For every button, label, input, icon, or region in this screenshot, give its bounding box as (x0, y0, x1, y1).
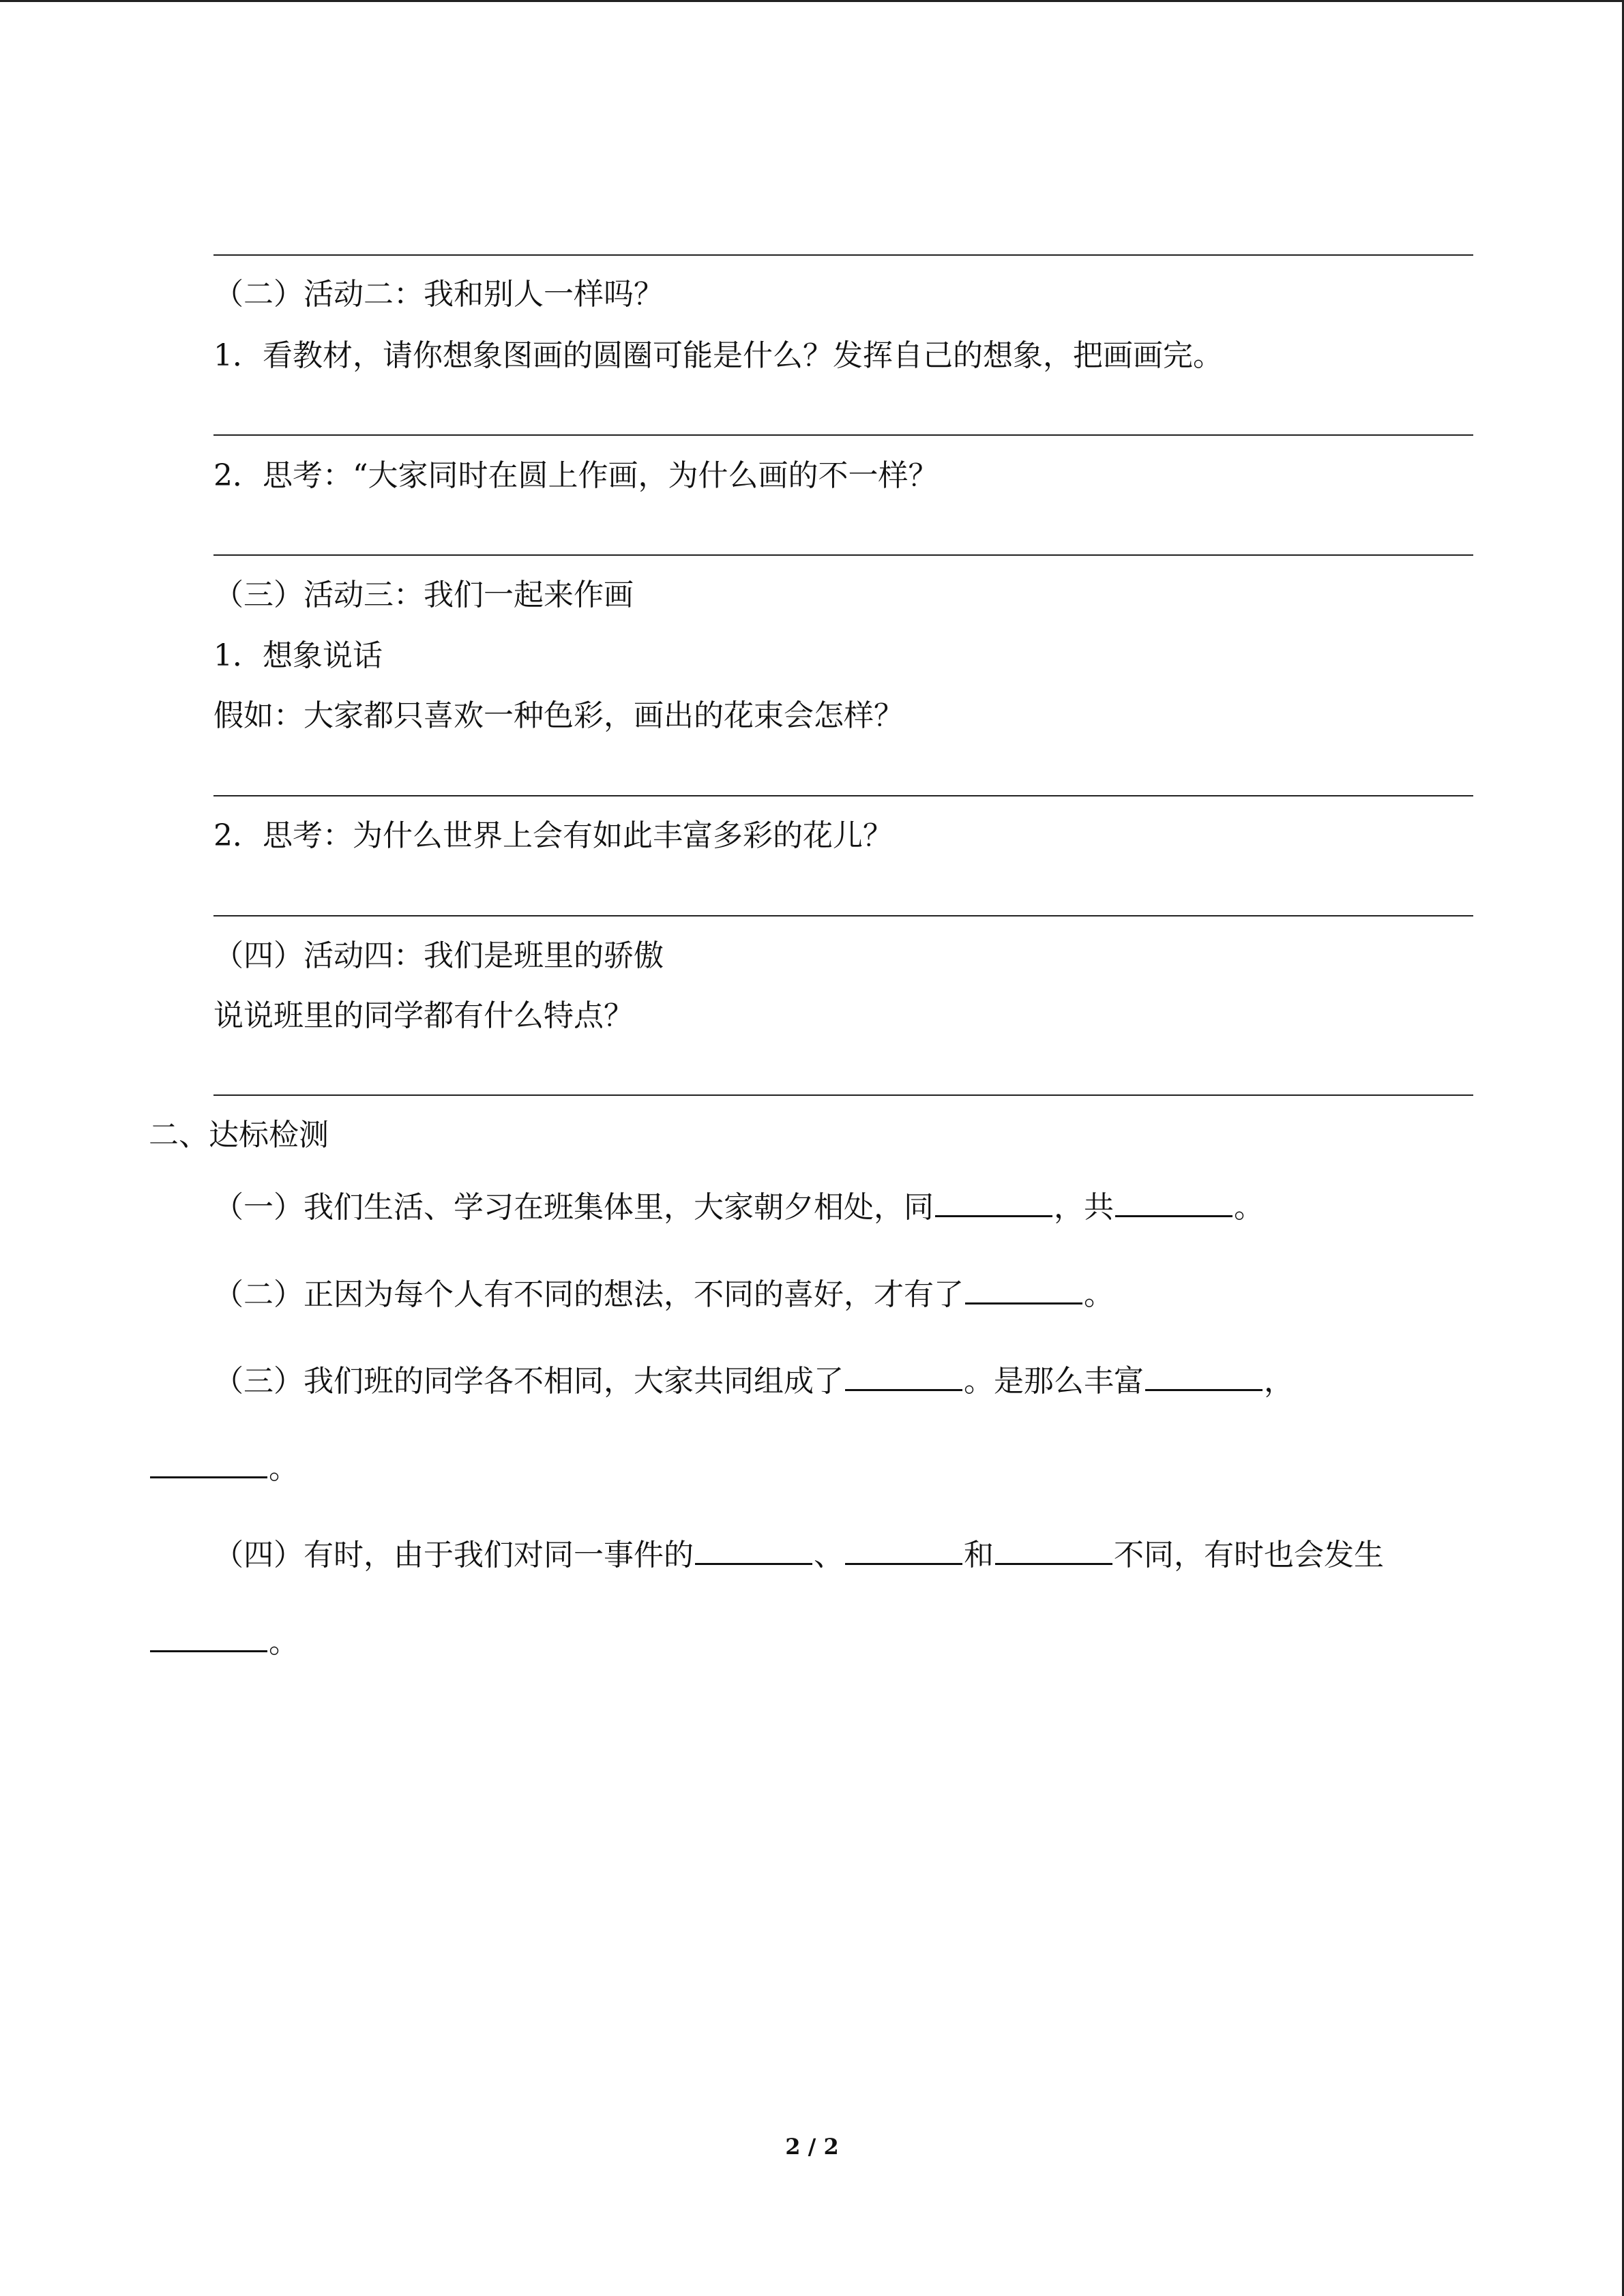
activity2-question-1: 1．看教材，请你想象图画的圆圈可能是什么？发挥自己的想象，把画画完。 (213, 338, 1223, 373)
test-item-4-text-e: 。 (269, 1625, 299, 1660)
activity3-question-1: 1．想象说话 (213, 638, 383, 673)
test-item-3-text-d: 。 (269, 1451, 299, 1486)
fill-blank[interactable] (1145, 1359, 1263, 1391)
fill-blank[interactable] (965, 1272, 1082, 1304)
test-item-4-text-d: 不同，有时也会发生 (1114, 1538, 1384, 1572)
page-border-top (0, 0, 1624, 2)
fill-blank[interactable] (150, 1446, 267, 1478)
test-item-4-text-c: 和 (964, 1538, 994, 1572)
activity4-question-1: 说说班里的同学都有什么特点？ (213, 998, 634, 1033)
test-item-1 (213, 1185, 1264, 1223)
test-item-1-text-a: （一）我们生活、学习在班集体里，大家朝夕相处，同 (213, 1190, 934, 1225)
answer-line (213, 795, 1473, 796)
test-item-3-continued (149, 1446, 299, 1484)
answer-line (213, 915, 1473, 916)
test-item-2 (213, 1272, 1114, 1310)
test-item-4-continued (149, 1620, 299, 1658)
fill-blank[interactable] (845, 1359, 962, 1391)
answer-line (213, 434, 1473, 436)
activity4-heading: （四）活动四：我们是班里的骄傲 (213, 938, 664, 973)
fill-blank[interactable] (845, 1533, 962, 1565)
test-item-3-text-b: 。是那么丰富 (964, 1364, 1144, 1399)
fill-blank[interactable] (935, 1185, 1052, 1217)
answer-line (213, 1094, 1473, 1096)
test-item-4-text-a: （四）有时，由于我们对同一事件的 (213, 1538, 694, 1572)
page-number: 2 / 2 (785, 2134, 839, 2160)
answer-line (213, 554, 1473, 556)
test-item-3-text-c: ， (1264, 1364, 1294, 1399)
test-item-3-text-a: （三）我们班的同学各不相同，大家共同组成了 (213, 1364, 844, 1399)
test-item-3 (213, 1359, 1294, 1397)
fill-blank[interactable] (995, 1533, 1112, 1565)
test-item-4-text-b: 、 (814, 1538, 844, 1572)
activity2-question-2: 2．思考：“大家同时在圆上作画，为什么画的不一样？ (213, 458, 939, 493)
activity2-heading: （二）活动二：我和别人一样吗？ (213, 277, 664, 312)
test-item-4 (213, 1533, 1384, 1570)
fill-blank[interactable] (1115, 1185, 1232, 1217)
answer-line (213, 254, 1473, 256)
fill-blank[interactable] (150, 1620, 267, 1652)
fill-blank[interactable] (695, 1533, 812, 1565)
activity3-question-2: 2．思考：为什么世界上会有如此丰富多彩的花儿？ (213, 818, 893, 853)
test-item-2-text-a: （二）正因为每个人有不同的想法，不同的喜好，才有了 (213, 1277, 964, 1312)
test-heading: 二、达标检测 (149, 1118, 329, 1152)
test-item-1-text-b: ，共 (1054, 1190, 1114, 1225)
activity3-heading: （三）活动三：我们一起来作画 (213, 578, 634, 612)
test-item-2-text-b: 。 (1084, 1277, 1114, 1312)
activity3-question-1-text: 假如：大家都只喜欢一种色彩，画出的花束会怎样？ (213, 698, 904, 733)
test-item-1-text-c: 。 (1234, 1190, 1264, 1225)
